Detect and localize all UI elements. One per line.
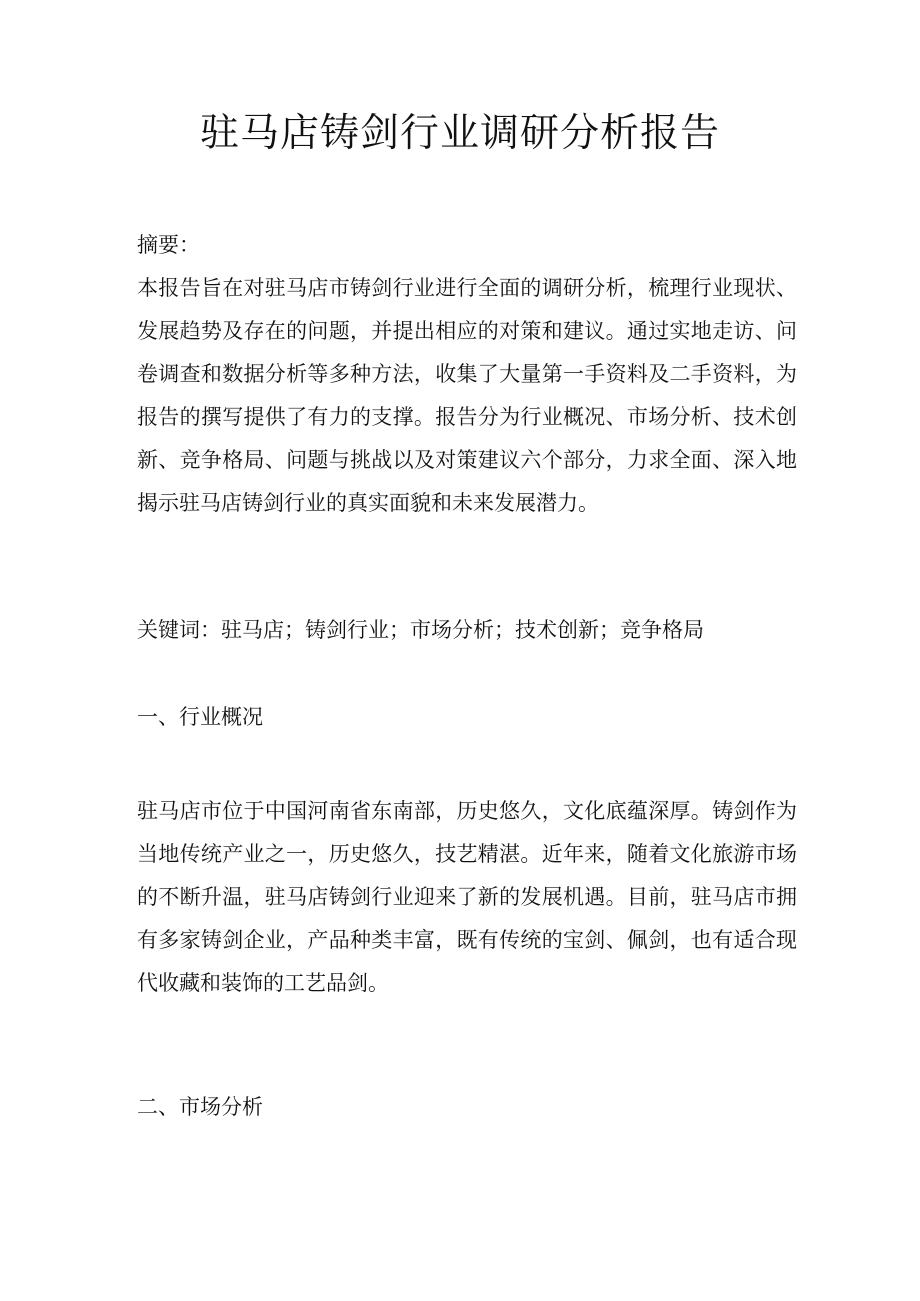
section-heading-industry-overview: 一、行业概况 [137,705,263,729]
keywords-line: 关键词：驻马店；铸剑行业；市场分析；技术创新；竞争格局 [137,618,704,642]
abstract-label: 摘要： [137,233,200,257]
section-heading-market-analysis: 二、市场分析 [137,1095,263,1119]
abstract-paragraph: 本报告旨在对驻马店市铸剑行业进行全面的调研分析，梳理行业现状、发展趋势及存在的问题，并提出相应的对策和建议。通过实地走访、问卷调查和数据分析等多种方法，收集了大量第一手资料及二手资料，为报告的撰写提供了有力的支撑。报告分为行业概况、市场分析、技术创新、竞争格局、问题与挑战以及对策建议六个部分，力求全面、深入地揭示驻马店铸剑行业的真实面貌和未来发展潜力。 [137,276,797,515]
section-paragraph-industry-overview: 驻马店市位于中国河南省东南部，历史悠久，文化底蕴深厚。铸剑作为当地传统产业之一，历史悠久，技艺精湛。近年来，随着文化旅游市场的不断升温，驻马店铸剑行业迎来了新的发展机遇。目前，驻马店市拥有多家铸剑企业，产品种类丰富，既有传统的宝剑、佩剑，也有适合现代收藏和装饰的工艺品剑。 [137,799,797,995]
document-title: 驻马店铸剑行业调研分析报告 [199,111,720,156]
